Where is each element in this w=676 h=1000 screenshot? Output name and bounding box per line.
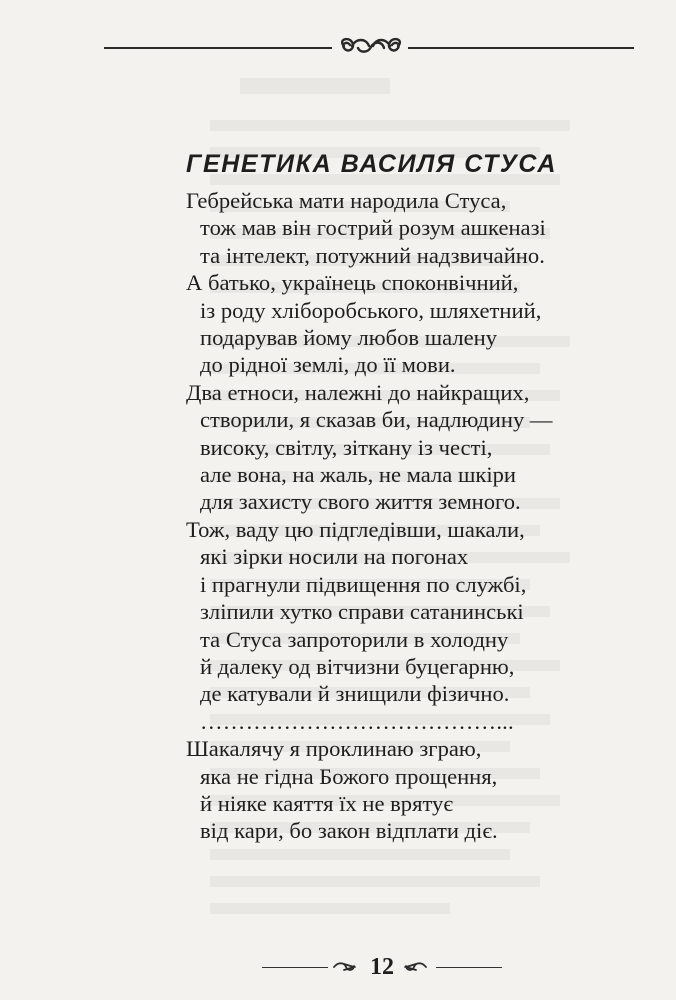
poem-line: але вона, на жаль, не мала шкіри [200,462,517,488]
poem-line: створили, я сказав би, надлюдину — [200,407,553,433]
poem-line: де катували й знищили фізично. [200,681,510,707]
footer-rule-left [262,967,328,968]
poem-line: та інтелект, потужний надзвичайно. [200,242,545,268]
poem-line: Два етноси, належні до найкращих, [186,379,530,405]
page-footer [262,952,502,982]
header-rule-right [408,47,634,49]
poem-line: яка не гідна Божого прощення, [200,763,498,789]
poem-line: Гебрейська мати народила Стуса, [186,188,507,213]
poem-line: й далеку од вітчизни буцегарню, [200,653,515,679]
poem-line: які зірки носили на погонах [200,544,469,570]
poem-ellipsis-line: …………………………………... [200,708,514,734]
poem-line: із роду хліборобського, шляхетний, [200,297,542,323]
header-ornament [104,34,634,58]
poem-line: зліпили хутко справи сатанинські [200,599,524,625]
poem-line: високу, світлу, зіткану із честі, [200,434,493,460]
poem-line: та Стуса запроторили в холодну [200,626,509,652]
poem-line: й ніяке каяття їх не врятує [200,790,454,816]
poem-line: тож мав він гострий розум ашкеназі [200,215,546,241]
poem-line: Тож, ваду цю підгледівши, шакали, [186,516,525,542]
poem-line: для захисту свого життя земного. [200,489,521,515]
poem-line: А батько, українець споконвічний, [186,270,519,296]
header-rule-left [104,47,332,49]
poem-title: ГЕНЕТИКА ВАСИЛЯ СТУСА [186,150,558,178]
poem-line: подарував йому любов шалену [200,325,498,351]
poem-line: і прагнули підвищення по службі, [200,571,527,597]
poem [186,147,606,845]
footer-flourish-left-icon [332,960,356,974]
page-number: 12 [370,954,394,980]
poem-line: від кари, бо закон відплати діє. [200,818,498,844]
poem-line: Шакалячу я проклинаю зграю, [186,736,482,762]
footer-flourish-right-icon [404,960,428,974]
poem-line: до рідної землі, до її мови. [200,352,456,378]
footer-rule-right [436,967,502,968]
header-flourish-icon [336,34,406,58]
